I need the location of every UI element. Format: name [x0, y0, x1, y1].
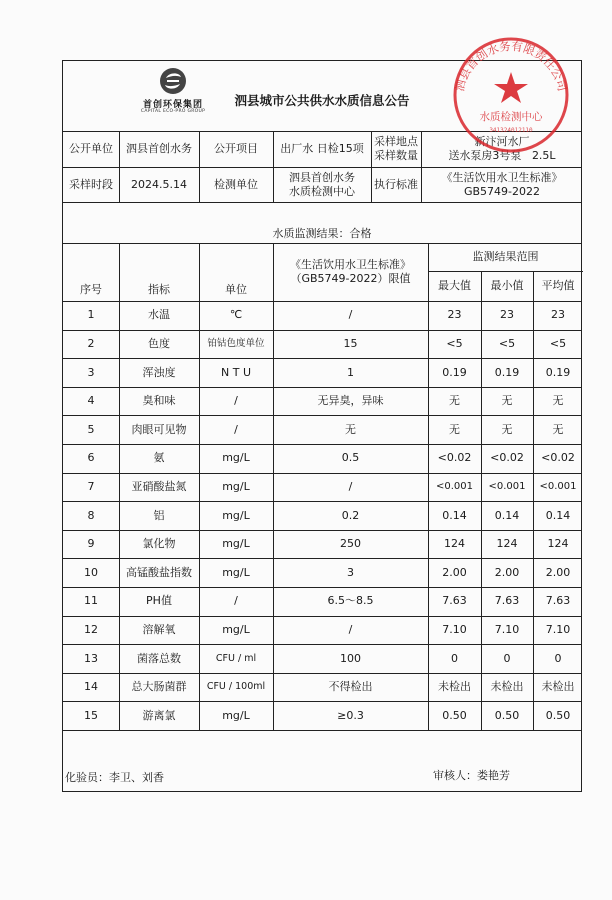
cell-index: 高锰酸盐指数	[126, 565, 192, 579]
cell-limit: 3	[347, 565, 354, 579]
cell-unit: CFU / 100ml	[206, 681, 266, 693]
cell-min: 0.19	[494, 365, 520, 379]
col-header-avg: 平均值	[541, 279, 575, 293]
cell-max: 0.50	[442, 708, 467, 722]
sample-location-label-1: 采样地点	[374, 135, 418, 149]
monitoring-result: 水质监测结果：合格	[272, 227, 372, 240]
tester-signature: 化验员：李卫、刘香	[65, 771, 164, 784]
row-rule	[63, 730, 581, 731]
test-dept-value	[273, 167, 371, 202]
col-header-unit: 单位	[225, 283, 247, 297]
cell-index: 铝	[153, 508, 165, 522]
cell-avg: 未检出	[541, 680, 575, 694]
cell-no: 10	[84, 565, 98, 579]
cell-index: 游离氯	[142, 708, 176, 722]
cell-unit: /	[234, 394, 238, 408]
cell-no: 14	[84, 680, 98, 694]
cell-min: 7.63	[494, 594, 520, 608]
cell-unit: N T U	[221, 365, 251, 379]
sample-time-label: 采样时段	[69, 177, 113, 191]
cell-no: 11	[84, 594, 98, 608]
publish-item-value: 出厂水 日检15项	[280, 142, 364, 156]
cell-no: 12	[84, 623, 98, 637]
col-header-no: 序号	[80, 283, 102, 297]
standard-code: GB5749-2022	[463, 184, 541, 198]
publish-unit-label: 公开单位	[69, 142, 113, 156]
cell-max: 无	[449, 422, 460, 436]
cell-limit: /	[348, 308, 353, 322]
reviewer-signature: 审核人：娄艳芳	[433, 769, 510, 782]
cell-avg: 0.14	[545, 508, 571, 522]
standard-value	[421, 167, 583, 202]
cell-avg: 7.63	[545, 594, 571, 608]
cell-index: 氯化物	[142, 537, 176, 551]
cell-min: <0.02	[490, 451, 524, 465]
cell-unit: mg/L	[222, 480, 250, 494]
cell-unit: CFU / ml	[215, 652, 257, 664]
water-quality-notice	[62, 60, 582, 792]
cell-avg: <0.001	[539, 480, 577, 492]
cell-max: 无	[449, 394, 460, 408]
cell-avg: 0.50	[545, 708, 571, 722]
cell-unit: /	[234, 422, 238, 436]
cell-unit: mg/L	[222, 537, 250, 551]
cell-limit: 无	[345, 422, 356, 436]
cell-unit: ℃	[229, 308, 243, 322]
cell-avg: <5	[549, 337, 567, 351]
cell-unit: mg/L	[222, 708, 250, 722]
sample-location-pump: 送水泵房3号泵 2.5L	[448, 149, 556, 162]
cell-index: 总大肠菌群	[131, 680, 187, 694]
limit-standard-code: （GB5749-2022）限值	[290, 272, 411, 285]
cell-no: 2	[87, 337, 95, 351]
cell-index: 氨	[153, 451, 165, 465]
test-dept-label: 检测单位	[214, 177, 258, 191]
cell-index: 菌落总数	[137, 651, 181, 665]
standard-label: 执行标准	[374, 177, 418, 191]
cell-max: 0	[451, 651, 458, 665]
col-header-max: 最大值	[438, 279, 471, 293]
limit-standard-name: 《生活饮用水卫生标准》	[290, 258, 411, 272]
cell-min: 0.14	[494, 508, 520, 522]
sample-quantity-value: 2.5L	[531, 149, 556, 162]
col-header-min: 最小值	[490, 279, 524, 293]
cell-min: <0.001	[488, 480, 526, 492]
col-header-index: 指标	[148, 283, 170, 297]
logo-chinese-name: 首创环保集团	[142, 100, 203, 110]
cell-min: 未检出	[490, 680, 524, 694]
cell-max: <0.02	[437, 451, 472, 465]
cell-no: 4	[87, 394, 95, 408]
cell-min: 2.00	[494, 565, 520, 579]
cell-min: 23	[500, 308, 514, 322]
cell-unit: mg/L	[222, 565, 250, 579]
cell-unit: mg/L	[222, 508, 250, 522]
cell-index: PH值	[146, 594, 172, 608]
cell-avg: <0.02	[541, 451, 575, 465]
cell-max: 0.14	[442, 508, 467, 522]
publish-unit-value: 泗县首创水务	[126, 142, 192, 156]
cell-avg: 23	[551, 308, 565, 322]
cell-index: 色度	[148, 337, 170, 351]
cell-index: 浑浊度	[142, 365, 176, 379]
cell-avg: 无	[552, 422, 564, 436]
cell-no: 9	[87, 537, 95, 551]
cell-max: 7.10	[442, 623, 467, 637]
cell-no: 7	[87, 480, 95, 494]
test-dept-center: 水质检测中心	[289, 184, 355, 198]
cell-avg: 0.19	[545, 365, 571, 379]
cell-limit: ≥0.3	[337, 708, 364, 722]
cell-limit: /	[348, 623, 353, 637]
cell-avg: 无	[552, 394, 564, 408]
seal-star-icon	[494, 72, 528, 103]
cell-max: 0.19	[442, 365, 467, 379]
logo-english-name: CAPITAL ECO-PRO GROUP	[140, 109, 206, 114]
cell-limit: 15	[343, 337, 358, 351]
cell-limit: 1	[347, 365, 354, 379]
test-dept-name: 泗县首创水务	[289, 170, 355, 184]
cell-avg: 7.10	[545, 623, 571, 637]
cell-index: 溶解氧	[142, 623, 176, 637]
cell-unit: /	[234, 594, 238, 608]
cell-limit: /	[348, 480, 353, 494]
cell-min: 0	[503, 651, 511, 665]
cell-no: 6	[87, 451, 95, 465]
cell-no: 13	[84, 651, 98, 665]
cell-max: <0.001	[435, 480, 473, 492]
cell-min: 无	[501, 422, 513, 436]
cell-limit: 250	[340, 537, 361, 551]
cell-no: 3	[87, 365, 95, 379]
cell-avg: 2.00	[545, 565, 571, 579]
sample-location-plant: 新汴河水厂	[474, 135, 530, 149]
document-title: 泗县城市公共供水水质信息公告	[234, 93, 410, 108]
cell-index: 臭和味	[142, 394, 176, 408]
cell-no: 1	[87, 308, 95, 322]
official-seal-stamp	[446, 30, 576, 160]
cell-limit: 不得检出	[328, 680, 373, 694]
publish-item-label: 公开项目	[214, 142, 258, 156]
cell-avg: 124	[547, 537, 569, 551]
cell-limit: 0.5	[341, 451, 360, 465]
cell-min: 7.10	[494, 623, 520, 637]
cell-max: 未检出	[438, 680, 471, 694]
cell-max: 2.00	[442, 565, 467, 579]
col-header-range: 监测结果范围	[472, 250, 539, 264]
svg-text:泗县首创水务有限责任公司: 泗县首创水务有限责任公司	[452, 38, 570, 93]
cell-avg: 0	[554, 651, 562, 665]
cell-no: 5	[87, 422, 95, 436]
standard-name: 《生活饮用水卫生标准》	[441, 170, 563, 184]
cell-max: 124	[444, 537, 465, 551]
cell-limit: 0.2	[341, 508, 360, 522]
sample-quantity-label: 采样数量	[374, 149, 418, 162]
cell-min: 无	[501, 394, 513, 408]
sample-time-value: 2024.5.14	[131, 177, 187, 191]
cell-index: 肉眼可见物	[131, 422, 187, 436]
cell-unit: mg/L	[222, 623, 250, 637]
cell-max: 23	[447, 308, 462, 322]
cell-min: 0.50	[494, 708, 520, 722]
cell-no: 15	[84, 708, 98, 722]
cell-max: 7.63	[442, 594, 467, 608]
cell-index: 水温	[148, 308, 170, 322]
cell-min: <5	[498, 337, 516, 351]
svg-text:水质检测中心: 水质检测中心	[479, 111, 543, 123]
cell-index: 亚硝酸盐氮	[131, 480, 187, 494]
cell-limit: 100	[340, 651, 361, 665]
sample-location-label	[371, 131, 421, 167]
cell-limit: 无异臭，异味	[317, 394, 384, 408]
cell-unit: mg/L	[222, 451, 250, 465]
cell-unit: 铂钴色度单位	[207, 337, 265, 349]
rule	[63, 202, 581, 203]
cell-limit: 6.5～8.5	[327, 594, 374, 608]
svg-text:341324012110: 341324012110	[489, 127, 533, 134]
col-header-limit	[273, 243, 428, 301]
cell-max: <5	[446, 337, 463, 351]
cell-no: 8	[87, 508, 95, 522]
cell-min: 124	[496, 537, 518, 551]
